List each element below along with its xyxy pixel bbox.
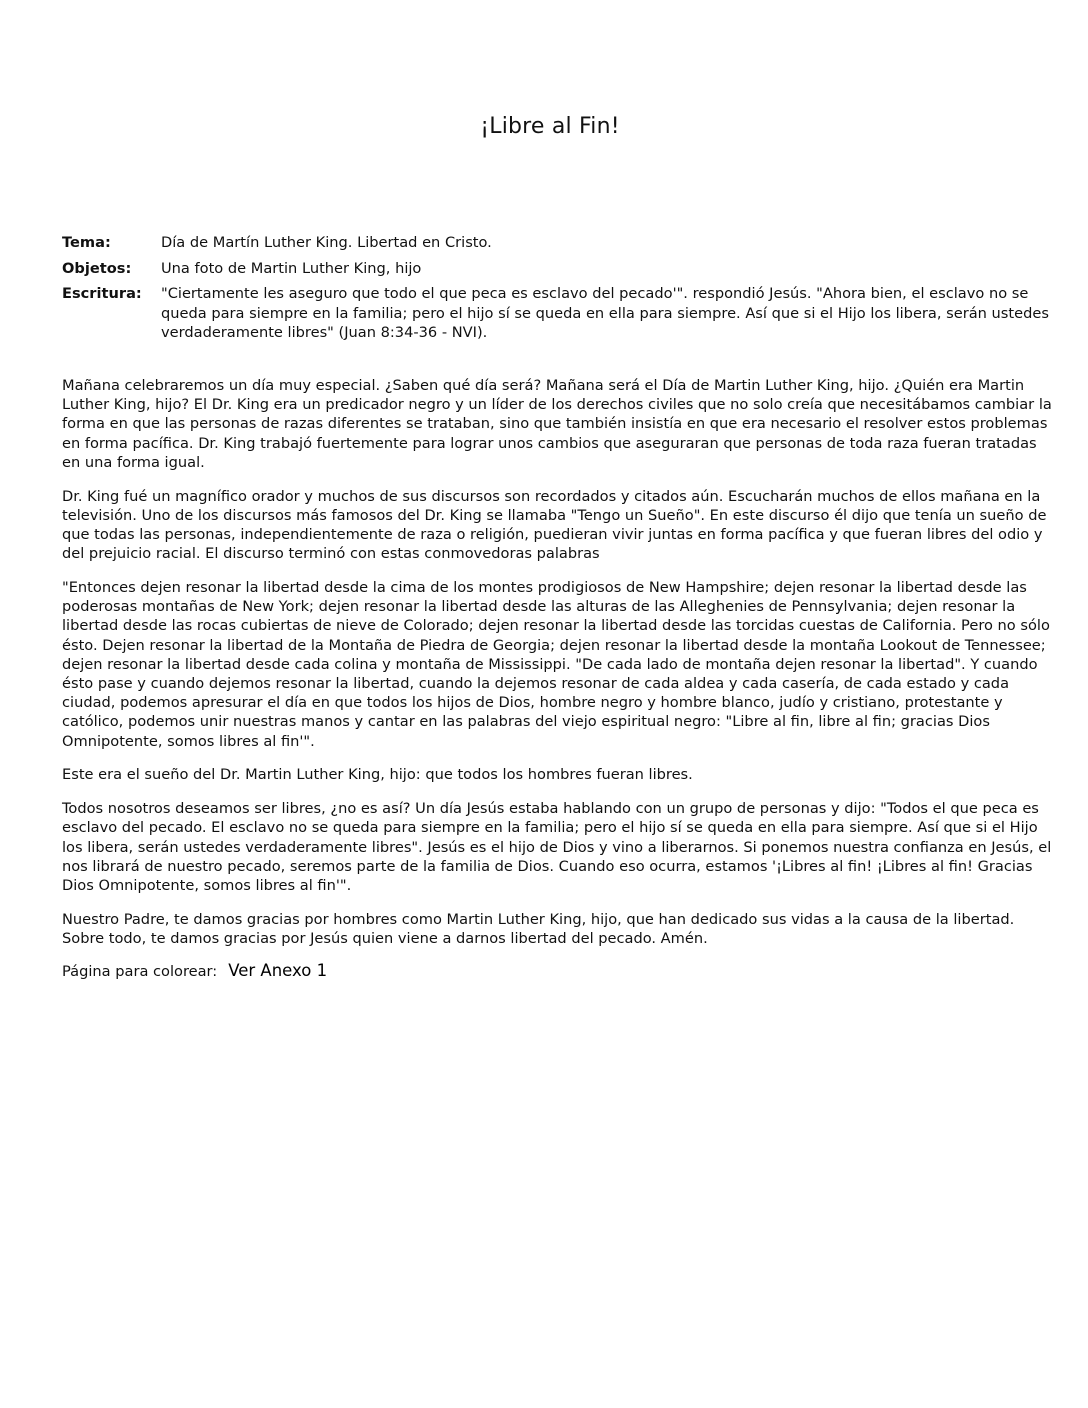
coloring-page-label: Página para colorear: bbox=[62, 962, 218, 980]
meta-label-objetos: Objetos: bbox=[62, 259, 132, 277]
meta-row-tema bbox=[62, 233, 1052, 252]
paragraph-speech: Dr. King fué un magnífico orador y muchos de sus discursos son recordados y citados aún. Escucharán muchos de ellos mañana en la televisión. Uno de los discursos más famosos del Dr. King se llamaba "Tengo un Sueño". En este discurso él dijo que tenía un sueño de que todas las personas, independientemente de raza o religión, puedieran vivir juntas en forma pacífica y que fueran libres del odio y del prejuicio racial. El discurso terminó con estas conmovedoras palabras bbox=[62, 487, 1047, 563]
coloring-page-line bbox=[62, 961, 1052, 981]
paragraph-prayer: Nuestro Padre, te damos gracias por hombres como Martin Luther King, hijo, que han dedicado sus vidas a la causa de la libertad. Sobre todo, te damos gracias por Jesús quien viene a darnos libertad del pecado. Amén. bbox=[62, 910, 1015, 948]
lesson-body bbox=[62, 376, 1052, 981]
meta-label-escritura: Escritura: bbox=[62, 285, 142, 303]
meta-label-tema: Tema: bbox=[62, 234, 111, 251]
annex-link[interactable]: Ver Anexo 1 bbox=[228, 960, 328, 980]
paragraph-intro: Mañana celebraremos un día muy especial. ¿Saben qué día será? Mañana será el Día de Martin Luther King, hijo. ¿Quién era Martin Luther King, hijo? El Dr. King era un predicador negro y un líder de los derechos civiles que no solo creía que necesitábamos cambiar la forma en que las personas de razas diferentes se trataban, sino que también insistía en que era necesario el resolver estos problemas en forma pacífica. Dr. King trabajó fuertemente para lograr unos cambios que aseguraran que personas de toda raza fueran tratadas en una forma igual. bbox=[62, 377, 1052, 471]
paragraph-dream: Este era el sueño del Dr. Martin Luther King, hijo: que todos los hombres fueran libres. bbox=[62, 766, 693, 784]
meta-row-escritura bbox=[62, 284, 1052, 342]
paragraph-quote: "Entonces dejen resonar la libertad desde la cima de los montes prodigiosos de New Hampshire; dejen resonar la libertad desde las poderosas montañas de New York; dejen resonar la libertad desde las alturas de las Alleghenies de Pennsylvania; dejen resonar la libertad desde las rocas cubiertas de nieve de Colorado; dejen resonar la libertad desde las torcidas cuestas de California. Pero no sólo ésto. Dejen resonar la libertad de la Montaña de Piedra de Georgia; dejen resonar la libertad desde la montaña Lookout de Tennessee; dejen resonar la libertad desde cada colina y montaña de Mississippi. "De cada lado de montaña dejen resonar la libertad". Y cuando ésto pase y cuando dejemos resonar la libertad, cuando la dejemos resonar de cada aldea y cada casería, de cada estado y cada ciudad, podemos apresurar el día en que todos los hijos de Dios, hombre negro y hombre blanco, judío y cristiano, protestante y católico, podemos unir nuestras manos y cantar en las palabras del viejo espiritual negro: "Libre al fin, libre al fin; gracias Dios Omnipotente, somos libres al fin'". bbox=[62, 579, 1050, 750]
meta-value-objetos: Una foto de Martin Luther King, hijo bbox=[161, 259, 422, 277]
paragraph-jesus: Todos nosotros deseamos ser libres, ¿no es así? Un día Jesús estaba hablando con un grupo de personas y dijo: "Todos el que peca es esclavo del pecado. El esclavo no se queda para siempre en la familia; pero el hijo sí se queda en ella para siempre. Así que si el Hijo los libera, serán ustedes verdaderamente libres". Jesús es el hijo de Dios y vino a liberarnos. Si ponemos nuestra confianza en Jesús, el nos librará de nuestro pecado, seremos parte de la familia de Dios. Cuando eso ocurra, estamos '¡Libres al fin! ¡Libres al fin! Gracias Dios Omnipotente, somos libres al fin'". bbox=[62, 800, 1052, 895]
page-title: ¡Libre al Fin! bbox=[480, 114, 620, 139]
lesson-info bbox=[62, 233, 1052, 349]
meta-row-objetos bbox=[62, 259, 1052, 278]
meta-value-escritura: "Ciertamente les aseguro que todo el que peca es esclavo del pecado'". respondió Jesús. "Ahora bien, el esclavo no se queda para siempre en la familia; pero el hijo sí se queda en ella para siempre. Así que si el Hijo los libera, serán ustedes verdaderamente libres" (Juan 8:34-36 - NVI). bbox=[161, 285, 1049, 341]
meta-value-tema: Día de Martín Luther King. Libertad en Cristo. bbox=[161, 234, 492, 251]
